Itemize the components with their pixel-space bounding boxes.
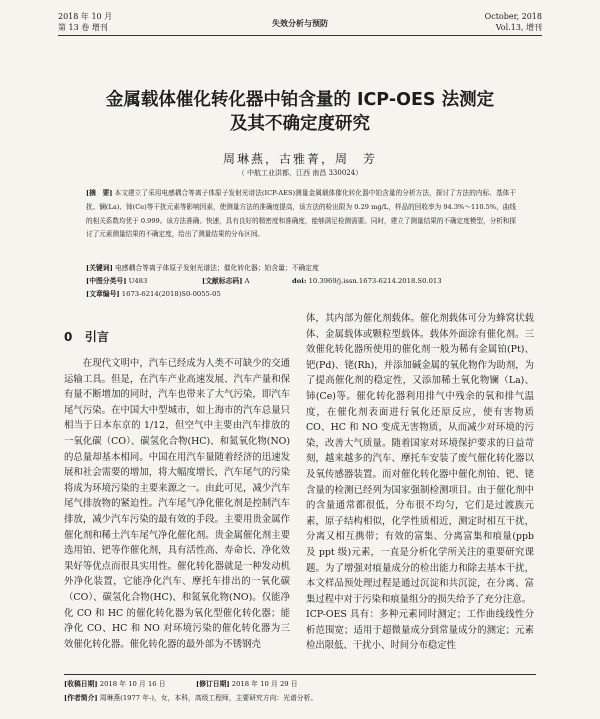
keywords-label: [关键词] xyxy=(86,264,113,272)
header-volume-en: Vol.13, 增刊 xyxy=(495,23,542,32)
author-affiliation: （ 中航工业洪都，江西 南昌 330024） xyxy=(237,169,363,177)
header-volume-cn: 第 13 卷 增刊 xyxy=(58,23,108,32)
clc-value: U483 xyxy=(128,277,148,285)
header-date-en: October, 2018 xyxy=(484,12,542,21)
right-column-text: 体，其内部为催化剂载体。催化剂载体可分为蜂窝状载体、金属载体或颗粒型载体。载体外面涂有催化剂。三效催化转化器所使用的催化剂一般为稀有金属铂(Pt)、钯(Pd)、铑(Rh)，并添加碱金属的氧化物作为助剂，为了提高催化剂的稳定性，又添加稀土氧化物镧（La)、铈(Ce)等。催化转化器利用排气中残余的氧和排气温度，在催化剂表面进行氧化还原反应，使有害物质 CO、HC 和 NO 变成无害物质，从而减少对环境的污染，改善大气质量。随着国家对环境保护要求的日益苛刻，越来越多的汽车、摩托车安装了废气催化转化器以及氧传感器装置。而对催化转化器中催化剂铂、钯、铑含量的检测已经列为国家强制检测项目。由于催化剂中的含量通常都很低，分布很不均匀，它们是过渡族元素，原子结构相似，化学性质相近，测定时相互干扰，分离又相互携带；有效的富集、分离富集和痕量(ppb 及 ppt 级)元素，一直是分析化学所关注的重要研究课题。为了增强对痕量成分的检出能力和除去基本干扰，本文样品预处理过程是通过沉淀和共沉淀，在分离、富集过程中对于污染和痕量组分的损失给予了充分注意。 ICP-OES 具有：多种元素同时测定；工作曲线线性分析范围宽；适用于超微量成分到常量成分的测定；元素检出限低、干扰小、时间分布稳定性 xyxy=(306,313,534,652)
document-code-label: [文献标志码] xyxy=(202,277,243,285)
paper-title-line1: 金属载体催化转化器中铂含量的 ICP-OES 法测定 xyxy=(105,90,495,110)
section-title: 引言 xyxy=(84,330,109,344)
header-journal: 失效分析与预防 xyxy=(272,18,328,28)
article-number-value: 1673-6214(2018)S0-0055-05 xyxy=(121,290,221,298)
footer-revised xyxy=(196,678,298,690)
keywords-line xyxy=(86,263,319,274)
doi-label: doi: xyxy=(292,277,307,285)
author-bio-label: [作者简介] xyxy=(64,694,98,702)
header-date-cn: 2018 年 10 月 xyxy=(58,12,113,21)
revised-date: 2018 年 10 月 29 日 xyxy=(231,680,298,688)
footer-author-bio xyxy=(64,692,317,704)
article-number xyxy=(86,289,221,300)
document-code xyxy=(202,276,250,287)
author-bio-text: 周琳燕(1977 年-)，女，本科，高级工程师，主要研究方向：光谱分析。 xyxy=(99,694,318,702)
author-list: 周琳燕，古雅菁，周 芳 xyxy=(222,152,377,166)
revised-label: [修订日期] xyxy=(196,680,230,688)
left-column-text: 在现代文明中，汽车已经成为人类不可缺少的交通运输工具。但是，在汽车产业高速发展、汽车产量和保有量不断增加的同时，汽车也带来了大气污染，即汽车尾气污染。在中国大中型城市，如上海市的汽车总量只相当于日本东京的 1/12，但空气中主要由汽车排放的一氧化碳（CO）、碳氢化合物(HC)、和氮氧化物(NO)的总量却基本相同。中国在用汽车量随着经济的迅速发展和社会需要的增加，将大幅度增长，汽车尾气的污染将成为环境污染的主要来源之一。由此可见，减少汽车尾气排放物的紧迫性。汽车尾气净化催化剂是控制汽车排放，减少汽车污染的最有效的手段。主要用贵金属作催化剂和稀土汽车尾气净化催化剂。贵金属催化剂主要选用铂、钯等作催化剂，具有活性高、寿命长、净化效果好等优点而很具实用性。催化转化器就是一种发动机外净化装置，它能净化汽车、摩托车排出的一氧化碳（CO）、碳氢化合物(HC)、和氮氧化物(NO)。仅能净化 CO 和 HC 的催化转化器为氧化型催化转化器；能净化 CO、HC 和 NO 对环境污染的催化转化器为三效催化转化器。催化转化器的最外部为不锈钢壳 xyxy=(64,358,290,650)
abstract-label: [摘 要] xyxy=(86,189,113,197)
keywords-text: 电感耦合等离子体原子发射光谱法；催化转化器；铂含量；不确定度 xyxy=(115,264,319,272)
received-date: 2018 年 10 月 16 日 xyxy=(99,680,166,688)
article-number-label: [文章编号] xyxy=(86,290,120,298)
doi-value: 10.3969/j.issn.1673-6214.2018.S0.013 xyxy=(308,277,442,285)
footer-received xyxy=(64,678,166,690)
paper-title-line2: 及其不确定度研究 xyxy=(230,114,370,134)
doi xyxy=(292,276,442,287)
received-label: [收稿日期] xyxy=(64,680,98,688)
header-rule xyxy=(58,35,542,36)
footer-rule xyxy=(64,674,536,675)
clc-label: [中图分类号] xyxy=(86,277,127,285)
clc-number xyxy=(86,276,147,287)
document-code-value: A xyxy=(244,277,250,285)
section-heading xyxy=(64,328,109,345)
abstract-block xyxy=(86,187,516,242)
section-number: 0 xyxy=(64,330,73,344)
abstract-text: 本文建立了采用电感耦合等离子体原子发射光谱法(ICP-AES)测量金属载体催化转化器中铂含量的分析方法，探讨了方法的内标、基体干扰、镧(La)、铈(Ce)等干扰元素等影响因素，使测量方法的准确度提高，该方法的检出限为 0.29 mg/L，样品的回收率为 94.3%～110.5%，曲线的相关系数均优于 0.999。该方法准确、快速，具有良好的精密度和准确度，能够满足检测需要。同时，建立了测量结果的不确定度模型，分析和探讨了元素测量结果的不确定度，给出了测量结果的分布区间。 xyxy=(86,189,516,239)
